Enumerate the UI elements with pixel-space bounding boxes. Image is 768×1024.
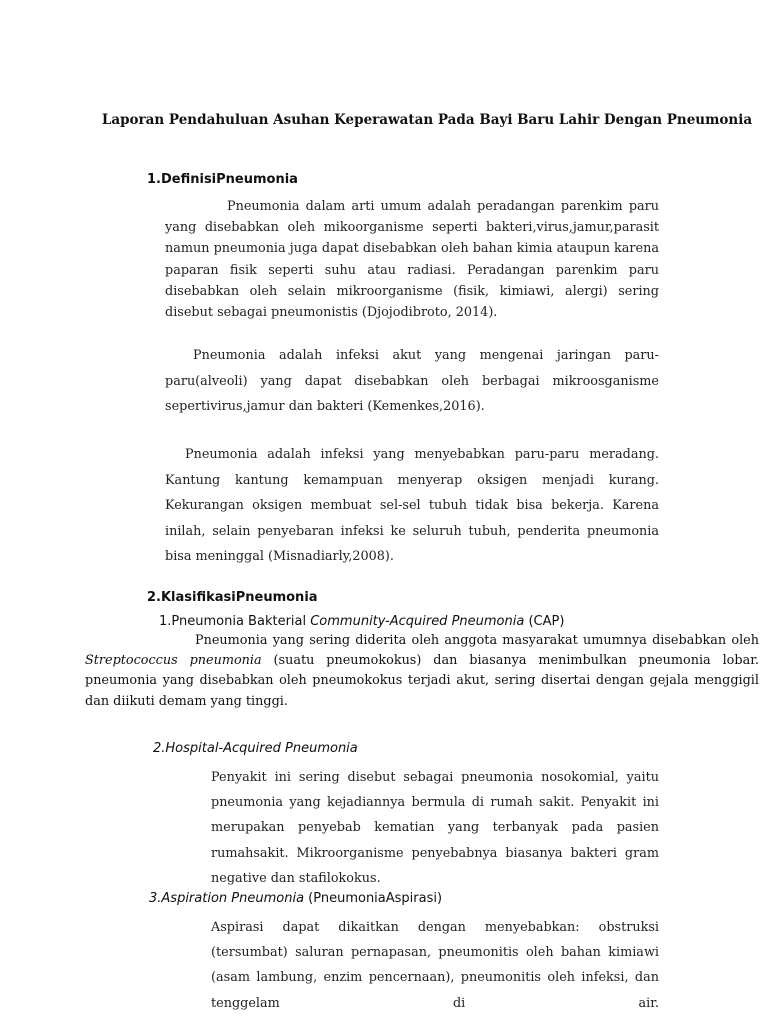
subheading-hospital-acquired: 2.Hospital-Acquired Pneumonia <box>153 741 358 756</box>
cap-paragraph: Pneumonia yang sering diderita oleh anggota masyarakat umumnya disebabkan oleh Streptococcus pneumonia (suatu pneumokokus) dan biasanya menimbulkan pneumonia lobar. pneumonia yang disebabkan oleh pneumokokus terjadi akut, sering disertai dengan gejala menggigil dan diikuti demam yang tinggi. <box>85 633 759 709</box>
hospital-acquired-paragraph: Penyakit ini sering disebut sebagai pneumonia nosokomial, yaitu pneumonia yang kejadiannya bermula di rumah sakit. Penyakit ini merupakan penyebab kematian yang terbanyak pada pasien rumahsakit. Mikroorganisme penyebabnya biasanya bakteri gram negative dan stafilokokus. <box>211 770 659 886</box>
subheading-cap: 1.Pneumonia Bakterial Community-Acquired Pneumonia (CAP) <box>159 614 565 629</box>
definition-paragraph-3: Pneumonia adalah infeksi yang menyebabkan paru-paru meradang. Kantung kantung kemampuan menyerap oksigen menjadi kurang. Kekurangan oksigen membuat sel-sel tubuh tidak bisa bekerja. Karena inilah, selain penyebaran infeksi ke seluruh tubuh, penderita pneumonia bisa meninggal (Misnadiarly,2008). <box>165 447 659 565</box>
section-heading-definisi: 1.DefinisiPneumonia <box>147 172 298 187</box>
aspiration-paragraph: Aspirasi dapat dikaitkan dengan menyebabkan: obstruksi (tersumbat) saluran pernapasan, pneumonitis oleh bahan kimiawi (asam lambung, enzim pencernaan), pneumonitis oleh infeksi, dan tenggelam di air. <box>211 920 659 1011</box>
subheading-aspiration: 3.Aspiration Pneumonia (PneumoniaAspirasi) <box>149 891 443 906</box>
definition-paragraph-1: Pneumonia dalam arti umum adalah peradangan parenkim paru yang disebabkan oleh mikoorganisme seperti bakteri,virus,jamur,parasit namun pneumonia juga dapat disebabkan oleh bahan kimia ataupun karena paparan fisik seperti suhu atau radiasi. Peradangan parenkim paru disebabkan oleh selain mikroorganisme (fisik, kimiawi, alergi) sering disebut sebagai pneumonistis (Djojodibroto, 2014). <box>165 199 659 321</box>
definition-paragraph-2: Pneumonia adalah infeksi akut yang mengenai jaringan paru-paru(alveoli) yang dapat disebabkan oleh berbagai mikroosganisme sepertivirus,jamur dan bakteri (Kemenkes,2016). <box>165 348 659 414</box>
section-heading-klasifikasi: 2.KlasifikasiPneumonia <box>147 590 318 605</box>
document-title: Laporan Pendahuluan Asuhan Keperawatan Pada Bayi Baru Lahir Dengan Pneumonia <box>101 112 753 128</box>
